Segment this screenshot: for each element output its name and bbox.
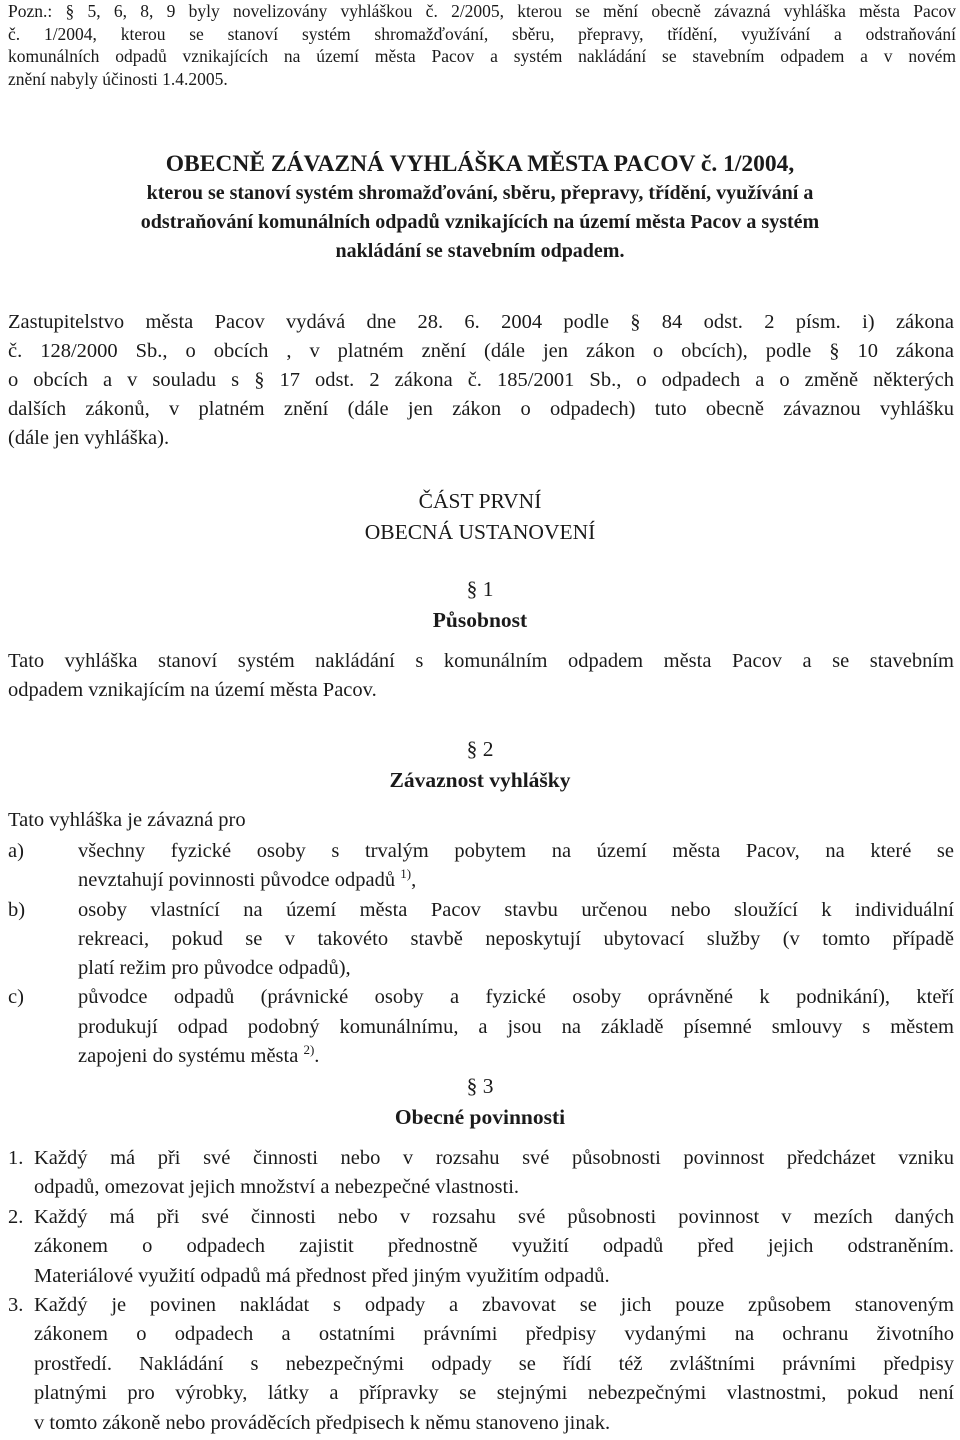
- numbered-item-1-cont: [8, 1173, 954, 1202]
- numbered-item-2-cont: [8, 1262, 954, 1291]
- section-number: § 1: [466, 577, 494, 601]
- note-line: komunálních odpadů vznikajících na území města Pacov a systém nakládání se stavebním odpadem a v novém: [8, 46, 956, 67]
- list-label: a): [8, 840, 24, 862]
- list-text: prostředí. Nakládání s nebezpečnými odpady se řídí též zvláštními právními předpisy: [34, 1352, 954, 1375]
- part-number: ČÁST PRVNÍ: [418, 489, 542, 513]
- list-text: zákonem o odpadech zajistit přednostně využití odpadů před jejich odstraněním.: [34, 1235, 954, 1258]
- numbered-item-3-cont: [8, 1350, 954, 1379]
- list-text: rekreaci, pokud se v takovéto stavbě neposkytují ubytovací služby (v tomto případě: [78, 927, 954, 950]
- numbered-item-2-cont: [8, 1232, 954, 1261]
- list-text-tail: ,: [411, 869, 417, 892]
- note-line: Pozn.: § 5, 6, 8, 9 byly novelizovány vyhláškou č. 2/2005, kterou se mění obecně závazná vyhláška města Pacov: [8, 1, 956, 21]
- part-heading: [0, 486, 960, 548]
- note-line: č. 1/2004, kterou se stanoví systém shromažďování, sběru, přepravy, třídění, využívání a odstraňování: [8, 23, 956, 44]
- section-2-heading: [0, 734, 960, 796]
- list-item-a: [8, 837, 954, 866]
- paragraph-line: odpadem vznikajícím na území města Pacov.: [8, 679, 377, 701]
- numbered-item-1: [8, 1144, 954, 1173]
- footnote-ref: 1): [400, 866, 412, 882]
- list-text: platnými pro výrobky, látky a přípravky se stejnými nebezpečnými vlastnostmi, pokud není: [34, 1382, 954, 1405]
- amendment-note: [8, 0, 956, 90]
- title-line: kterou se stanoví systém shromažďování, sběru, přepravy, třídění, využívání a: [146, 182, 814, 204]
- title-line: nakládání se stavebním odpadem.: [335, 240, 625, 262]
- section-title: Obecné povinnosti: [394, 1105, 566, 1129]
- numbered-item-3-cont: [8, 1320, 954, 1349]
- list-text: platí režim pro původce odpadů),: [78, 957, 351, 980]
- footnote-ref: 2): [303, 1042, 315, 1058]
- list-item-c-cont: [8, 1042, 954, 1071]
- preamble-line: o obcích a v souladu s § 17 odst. 2 zákona č. 185/2001 Sb., o odpadech a o změně některých: [8, 369, 954, 391]
- paragraph-line: Tato vyhláška je závazná pro: [8, 809, 246, 831]
- list-text: všechny fyzické osoby s trvalým pobytem na území města Pacov, na které se: [78, 840, 954, 862]
- list-item-c: [8, 983, 954, 1012]
- section-number: § 2: [466, 737, 494, 761]
- list-item-b: [8, 896, 954, 925]
- list-text: nevztahují povinnosti původce odpadů: [78, 869, 396, 892]
- list-text: v tomto zákoně nebo prováděcích předpisech k němu stanoveno jinak.: [34, 1411, 611, 1434]
- numbered-item-3-cont: [8, 1409, 954, 1438]
- section-title: Závaznost vyhlášky: [389, 768, 571, 792]
- list-item-c-cont: [8, 1013, 954, 1042]
- section-1-text: [8, 647, 954, 705]
- preamble: [8, 308, 954, 453]
- section-title: Působnost: [432, 608, 528, 632]
- title-line: OBECNĚ ZÁVAZNÁ VYHLÁŠKA MĚSTA PACOV č. 1/2004,: [165, 151, 795, 177]
- list-label: c): [8, 986, 24, 1009]
- list-label: b): [8, 898, 26, 921]
- paragraph-line: Tato vyhláška stanoví systém nakládání s komunálním odpadem města Pacov a se stavebním: [8, 650, 954, 672]
- list-item-b-cont: [8, 925, 954, 954]
- numbered-item-3-cont: [8, 1379, 954, 1408]
- list-text-tail: .: [314, 1045, 320, 1068]
- section-2-intro: [8, 806, 954, 835]
- section-2-list: [8, 837, 954, 1071]
- numbered-item-2: [8, 1203, 954, 1232]
- list-text: Každý je povinen nakládat s odpady a zbavovat se jich pouze způsobem stanoveným: [34, 1293, 954, 1316]
- document-title: [0, 150, 960, 266]
- list-label: 1.: [8, 1147, 24, 1169]
- title-line: odstraňování komunálních odpadů vznikajících na území města Pacov a systém: [140, 211, 820, 233]
- section-number: § 3: [466, 1074, 494, 1098]
- preamble-line: dalších zákonů, v platném znění (dále jen zákon o odpadech) tuto obecně závaznou vyhlášku: [8, 398, 954, 420]
- preamble-line: (dále jen vyhláška).: [8, 427, 170, 449]
- section-3-list: [8, 1144, 954, 1438]
- list-item-b-cont: [8, 954, 954, 983]
- list-text: zákonem o odpadech a ostatními právními předpisy vydanými na ochranu životního: [34, 1323, 954, 1346]
- list-text: produkují odpad podobný komunálnímu, a jsou na základě písemné smlouvy s městem: [78, 1015, 954, 1038]
- numbered-item-3: [8, 1291, 954, 1320]
- section-3-heading: [0, 1071, 960, 1133]
- list-item-a-cont: [8, 866, 954, 895]
- list-text: Každý má při své činnosti nebo v rozsahu své působnosti povinnost předcházet vzniku: [34, 1147, 954, 1169]
- section-1-heading: [0, 574, 960, 636]
- list-text: odpadů, omezovat jejich množství a nebezpečné vlastnosti.: [34, 1176, 520, 1199]
- list-text: osoby vlastnící na území města Pacov stavbu určenou nebo sloužící k individuální: [78, 898, 954, 921]
- list-text: původce odpadů (právnické osoby a fyzické osoby oprávněné k podnikání), kteří: [78, 986, 954, 1009]
- list-label: 2.: [8, 1205, 24, 1228]
- list-text: zapojeni do systému města: [78, 1045, 299, 1068]
- list-label: 3.: [8, 1293, 24, 1316]
- preamble-line: č. 128/2000 Sb., o obcích , v platném znění (dále jen zákon o obcích), podle § 10 zákona: [8, 340, 954, 362]
- preamble-line: Zastupitelstvo města Pacov vydává dne 28. 6. 2004 podle § 84 odst. 2 písm. i) zákona: [8, 311, 954, 333]
- list-text: Materiálové využití odpadů má přednost před jiným využitím odpadů.: [34, 1264, 610, 1287]
- list-text: Každý má při své činnosti nebo v rozsahu své působnosti povinnost v mezích daných: [34, 1205, 954, 1228]
- part-title: OBECNÁ USTANOVENÍ: [364, 520, 596, 544]
- note-line: znění nabyly účinosti 1.4.2005.: [8, 68, 228, 89]
